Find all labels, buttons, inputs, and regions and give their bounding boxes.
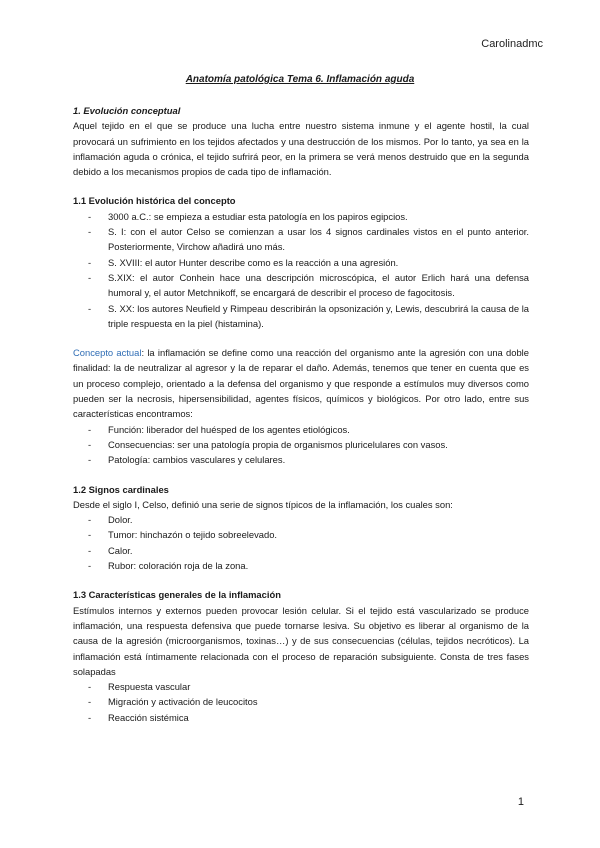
phases-list: [73, 679, 529, 725]
list-item: - Reacción sistémica: [73, 710, 529, 725]
list-item: - Rubor: coloración roja de la zona.: [73, 558, 529, 573]
list-item: - Consecuencias: ser una patología propia de organismos pluricelulares con vasos.: [73, 437, 529, 452]
section-1-paragraph: Aquel tejido en el que se produce una lucha entre nuestro sistema inmune y el agente hostil, la cual provocará un sufrimiento en los tejidos afectados y una destrucción de los mismos. Por lo tanto, ya sea en la inflamación aguda o crónica, el tejido sufrirá peor, en la primera se verá menos destruido que en la segunda debido a los mecanismos propios de cada tipo de inflamación.: [73, 120, 529, 178]
list-item: - Dolor.: [73, 512, 529, 527]
list-item: - Tumor: hinchazón o tejido sobreelevado.: [73, 527, 529, 542]
list-item: - 3000 a.C.: se empieza a estudiar esta patología en los papiros egipcios.: [73, 209, 529, 224]
list-item: - Función: liberador del huésped de los agentes etiológicos.: [73, 422, 529, 437]
section-1-2-intro: Desde el siglo I, Celso, definió una serie de signos típicos de la inflamación, los cuales son:: [73, 498, 453, 510]
concept-label: Concepto actual: [73, 347, 142, 359]
list-item: - Migración y activación de leucocitos: [73, 694, 529, 709]
section-1-2-heading: 1.2 Signos cardinales: [73, 483, 169, 495]
list-item: - S. XX: los autores Neufield y Rimpeau describirán la opsonización y, Lewis, descubrirá la causa de la triple respuesta en la piel (histamina).: [73, 301, 529, 332]
document-title: Anatomía patológica Tema 6. Inflamación aguda: [185, 74, 415, 85]
page-number: 1: [517, 796, 524, 808]
characteristics-list: [73, 422, 529, 468]
section-1-heading: 1. Evolución conceptual: [73, 105, 181, 116]
section-1-3-heading: 1.3 Características generales de la inflamación: [73, 589, 281, 601]
history-list: [73, 209, 529, 331]
list-item: - Patología: cambios vasculares y celulares.: [73, 452, 529, 467]
list-item: - Respuesta vascular: [73, 679, 529, 694]
section-1-3-paragraph: Estímulos internos y externos pueden provocar lesión celular. Si el tejido está vascularizado se produce inflamación, una respuesta defensiva que puede tornarse lesiva. Su objetivo es liberar al organismo de la causa de la agresión (microorganismos, toxinas…) y de sus consecuencias (células, tejidos necróticos). La inflamación está íntimamente relacionada con el proceso de reparación subsiguiente. Consta de tres fases solapadas: [73, 604, 529, 677]
section-1-1-heading: 1.1 Evolución histórica del concepto: [73, 195, 236, 207]
concept-paragraph: [73, 345, 529, 421]
list-item: - S. XVIII: el autor Hunter describe como es la reacción a una agresión.: [73, 255, 529, 270]
author-name: Carolinadmc: [481, 38, 543, 50]
list-item: - S.XIX: el autor Conhein hace una descripción microscópica, el autor Erlich hará una defensa humoral y, el autor Metchnikoff, se encargará de describir el proceso de fagocitosis.: [73, 270, 529, 301]
list-item: - Calor.: [73, 543, 529, 558]
cardinal-signs-list: [73, 512, 529, 573]
list-item: - S. I: con el autor Celso se comienzan a usar los 4 signos cardinales vistos en el punto anterior. Posteriormente, Virchow añadirá uno más.: [73, 224, 529, 255]
concept-text: : la inflamación se define como una reacción del organismo ante la agresión con una doble finalidad: la de neutralizar al agresor y la de reparar el daño. Además, tenemos que tener en cuenta que es un proceso complejo, orientado a la defensa del organismo y que responde a estímulos muy diversos como pueden ser la necrosis, hipersensibilidad, agentes físicos, químicos y biológicos. Por otro lado, entre sus características encontramos:: [73, 347, 529, 420]
document-body: [73, 103, 529, 725]
